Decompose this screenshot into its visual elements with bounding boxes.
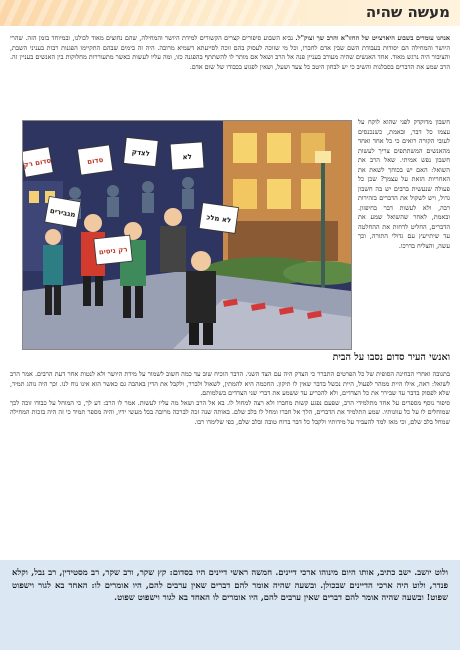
illustration-caption: ואנשי העיר סדום נסבו על הבית xyxy=(332,352,450,363)
footer-quote-text: ולוט יושב. ישב כתיב, אותו היום מינוהו ארכי דיינים. חמשה ראשי דיינים היו בסדום: קץ שקר, ורב שקר, רב מסטידין, רב נבל, וקלא פנדר, ולוט היה ארכי הדיינים שבכולן. ובשעה שהיה אומר להם דברים שאין ערבים להם, היו אומרים לו: האחד בא לגור וישפוט שפוט! ובשעה שהיה אומר להם דברים שאין ערבים להם, היו אומרים לו האחד בא לגור וישפוט שפוט. xyxy=(12,567,448,603)
street-crowd-illustration xyxy=(22,120,352,350)
page-title: מעשה שהיה xyxy=(365,3,450,21)
article-side-column xyxy=(358,118,450,251)
sign-text: מגבירים xyxy=(49,206,76,220)
sign-text: לצדק xyxy=(131,148,151,158)
article-paragraph-text: נביא השבוע סיפורים קצרים הקשורים למידת היושר והמחילה, שהם נחוצים מאוד לכולנו, ובמיוחד בזמן הזה. שהרי היושר והמחילה הם יסודות בעבודת השם שבין אדם לחברו, וכל מי שזוכה לעסוק בהם זוכה לסייעתא דשמיא מרובה. היה זה בימים שבהם התקיימו הפגנות רבות בעניני השבת, והציבור היה נרגש מאוד. אחד האנשים שהיה מעורב בעניין פנה אל הרב ושאל אם מותר לו להשתתף בהפגנה כזו, ומה עליו לעשות כאשר מתעוררות מחלוקות בין האנשים בעניין זה. הרב שמע את הדברים בסבלנות והשיב כי יש לבחון היטב כל צעד ושעל, ושאין לפגוע בכבודו של שום אדם. xyxy=(10,34,450,71)
article-lead: אנחנו עומדים בשבוע היארצייט של החזו"א והרב שך זצוק"ל. xyxy=(295,34,450,42)
sign-text: רק ניסים xyxy=(98,245,128,257)
article-body xyxy=(10,370,450,428)
sign-text: סדום רק xyxy=(23,156,52,170)
illustration-svg xyxy=(23,121,351,349)
sign-text: לא xyxy=(182,152,193,162)
article-paragraph: בתגובה ואחרי הבחינה הסופית של כל הפרטים התברר כי הצדק היה עם הצד השני. הדבר הוכיח שוב עד כמה חשוב לשמור על מידת היושר ולא לנטות אחר דעת הרבים. אמר הרב לשואל: ראה, אילו היית ממהר לפעול, היית נכשל בדבר שאין לו תיקון. החכמה היא להמתין, לשאול ולברר, ולקבל את הדין באהבה גם כאשר הוא אינו נוח לנו. וכך היה נוהג תמיד, שלא לפסוק בדבר עד שבירר את כל הצדדים, ולא להכריע עד ששמע את דברי שני הצדדים בשלמותם. xyxy=(10,370,450,398)
article-intro xyxy=(10,34,450,72)
side-column-text: חשבון מדוקדק לפני שהוא לוקח על עצמו כל דבר, ובאמת, כשנכנסים לעובי הקורה רואים כי כל אחד ואחד מהאנשים המשתתפים צריך לעשות חשבון נפש אמיתי. שאל הרב את השואל: האם יש בכוחך לשאת את האחריות הזאת על עצמך? שכן כל פעולה שנעשית ברבים יש בה חשבון גדול, ויש לשקול את הדברים בזהירות רבה, ולא לעשות דבר בחיפזון. ובאמת, לאחר שהשואל שמע את הדברים, החליט לדחות את ההחלטה עד שיתייעץ עם גדולי התורה, וכך עשה, והצליח בדרכו. xyxy=(358,118,450,250)
article-paragraph: סיפור נוסף מספרים על אחד מתלמידי הרב, שפעם נפגע קשות מחברו ולא רצה למחול לו. בא אל הרב ושאל מה עליו לעשות. אמר לו הרב: דע לך, כי המוחל על כבודו זוכה לכך שמוחלים לו על כל עוונותיו. שמע התלמיד את הדברים, הלך אל חברו ומחל לו בלב שלם. באותה שנה זכה לברכה מרובה בכל מעשי ידיו, והיה מספר תמיד כי זה היה בזכות המחילה שמחל בלב שלם, וכי מאז למד להעביר על מידותיו ולקבל כל דבר ברוח טובה ובלב שלם, כפי שלימדו רבו. xyxy=(10,398,450,426)
footer-quote-box xyxy=(0,560,460,650)
sign-text: סדום xyxy=(86,155,104,167)
page-header xyxy=(0,0,460,26)
article-paragraph xyxy=(10,34,450,72)
header-decoration xyxy=(0,0,300,26)
sign-text: לא מלכ xyxy=(205,213,232,225)
